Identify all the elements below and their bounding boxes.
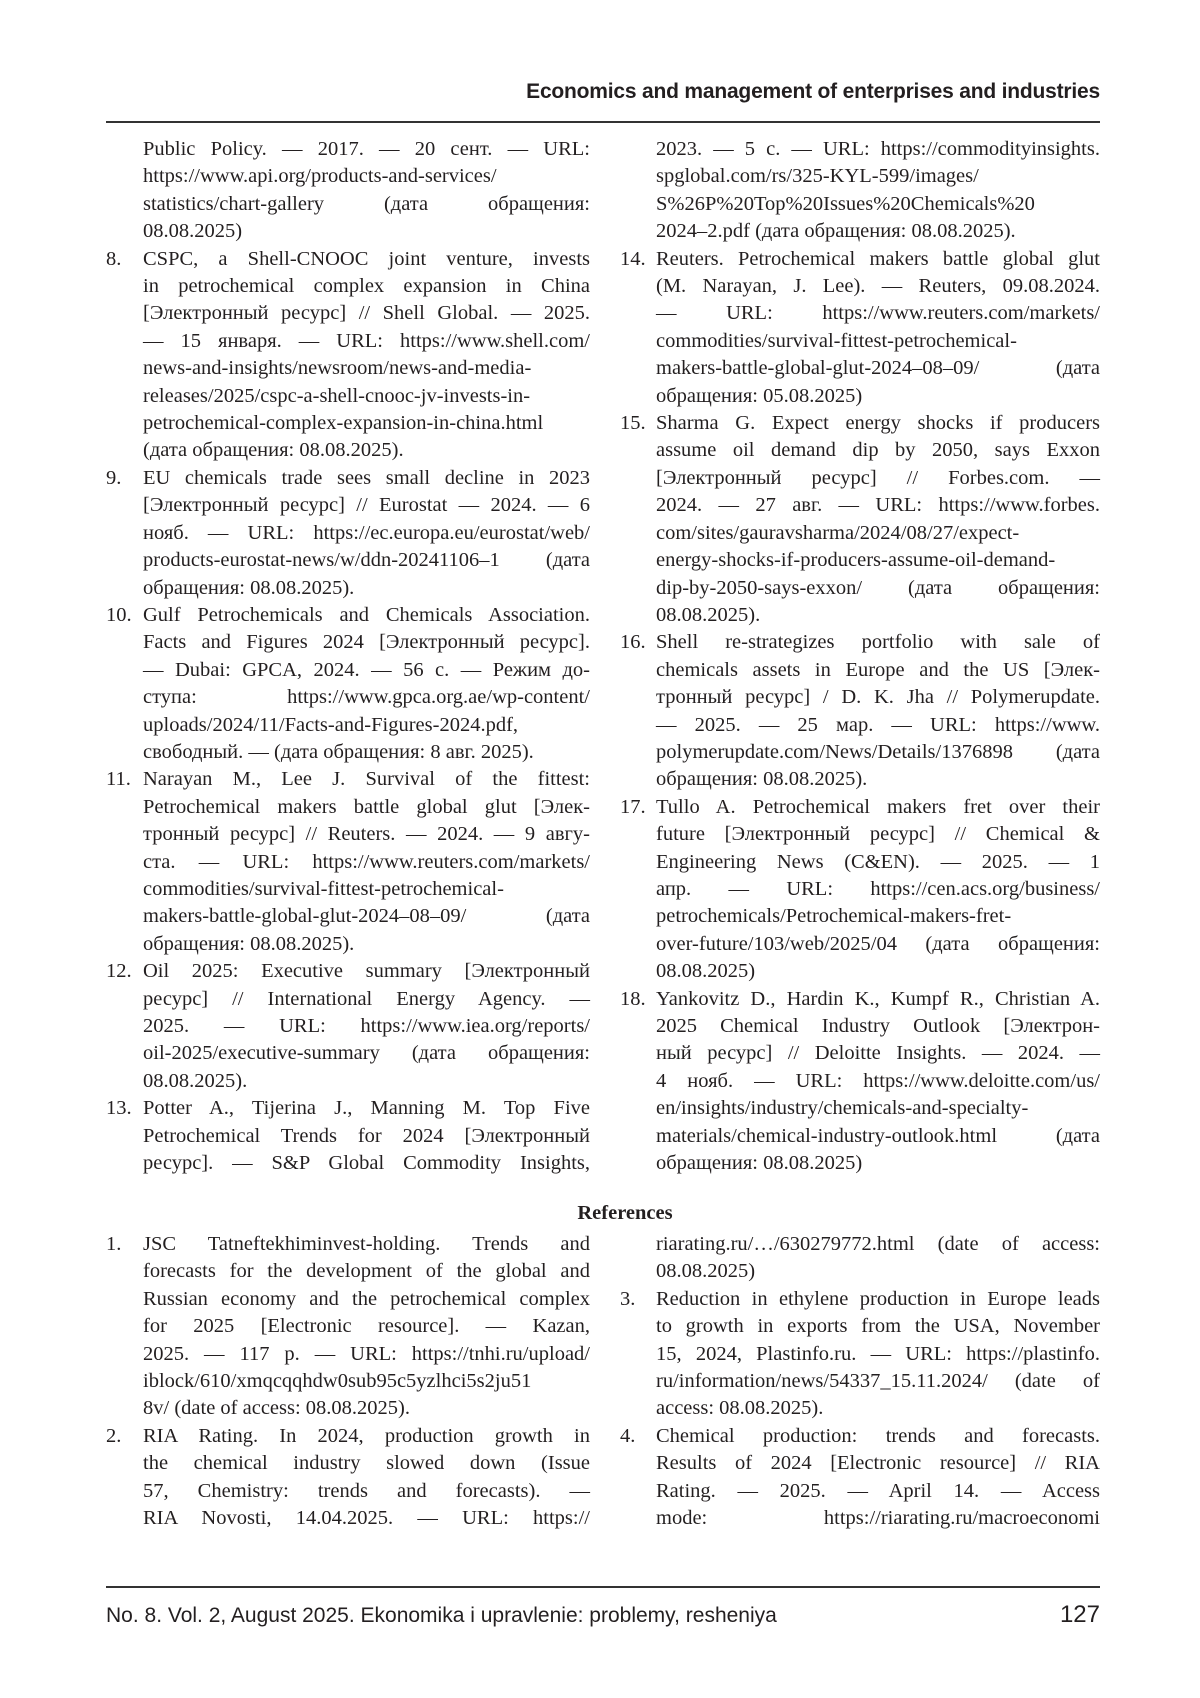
reference-number: 10. xyxy=(106,602,143,766)
reference-line: Gulf Petrochemicals and Chemicals Association. xyxy=(143,602,590,629)
reference-line: com/sites/gauravsharma/2024/08/27/expect- xyxy=(656,520,1100,547)
reference-line: Results of 2024 [Electronic resource] // RIA xyxy=(656,1450,1100,1477)
reference-line: свободный. — (дата обращения: 8 авг. 2025). xyxy=(143,739,590,766)
reference-number: 11. xyxy=(106,766,143,958)
reference-entry xyxy=(106,1423,590,1533)
reference-line: riarating.ru/…/630279772.html (date of access: xyxy=(656,1231,1100,1258)
reference-line: https://www.api.org/products-and-services/ xyxy=(143,163,590,190)
reference-entry xyxy=(106,1095,590,1177)
reference-line: нояб. — URL: https://ec.europa.eu/eurostat/web/ xyxy=(143,520,590,547)
reference-line: 4 нояб. — URL: https://www.deloitte.com/us/ xyxy=(656,1068,1100,1095)
reference-line: forecasts for the development of the global and xyxy=(143,1258,590,1285)
reference-line: Public Policy. — 2017. — 20 сент. — URL: xyxy=(143,136,590,163)
reference-line: to growth in exports from the USA, November xyxy=(656,1313,1100,1340)
reference-line: over-future/103/web/2025/04 (дата обращения: xyxy=(656,931,1100,958)
reference-line: ресурс] // International Energy Agency. — xyxy=(143,986,590,1013)
reference-line: Russian economy and the petrochemical complex xyxy=(143,1286,590,1313)
reference-line: Sharma G. Expect energy shocks if producers xyxy=(656,410,1100,437)
reference-line: 57, Chemistry: trends and forecasts). — xyxy=(143,1478,590,1505)
reference-line: chemicals assets in Europe and the US [Элек- xyxy=(656,657,1100,684)
reference-line: oil-2025/executive-summary (дата обращения: xyxy=(143,1040,590,1067)
reference-line: ступа: https://www.gpca.org.ae/wp-content/ xyxy=(143,684,590,711)
reference-line: iblock/610/xmqcqqhdw0sub95c5yzlhci5s2ju51 xyxy=(143,1368,590,1395)
references-heading: References xyxy=(525,1202,725,1225)
reference-line: ru/information/news/54337_15.11.2024/ (date of xyxy=(656,1368,1100,1395)
reference-line: — URL: https://www.reuters.com/markets/ xyxy=(656,300,1100,327)
reference-entry xyxy=(106,766,590,958)
reference-line: (дата обращения: 08.08.2025). xyxy=(143,437,590,464)
reference-line: обращения: 08.08.2025). xyxy=(143,931,590,958)
reference-line: 2024–2.pdf (дата обращения: 08.08.2025). xyxy=(656,218,1100,245)
reference-entry xyxy=(620,794,1100,986)
reference-line: Petrochemical Trends for 2024 [Электронный xyxy=(143,1123,590,1150)
reference-line: Petrochemical makers battle global glut [Элек- xyxy=(143,794,590,821)
page-number: 127 xyxy=(1060,1601,1100,1629)
reference-line: RIA Novosti, 14.04.2025. — URL: https:// xyxy=(143,1505,590,1532)
reference-line: dip-by-2050-says-exxon/ (дата обращения: xyxy=(656,575,1100,602)
reference-line: 8v/ (date of access: 08.08.2025). xyxy=(143,1395,590,1422)
reference-entry xyxy=(106,136,590,246)
reference-number: 3. xyxy=(620,1286,656,1423)
reference-entry xyxy=(620,1231,1100,1286)
footer-rule xyxy=(106,1586,1100,1588)
reference-line: 2023. — 5 с. — URL: https://commodityinsights. xyxy=(656,136,1100,163)
reference-line: — Dubai: GPCA, 2024. — 56 с. — Режим до- xyxy=(143,657,590,684)
reference-line: 15, 2024, Plastinfo.ru. — URL: https://plastinfo. xyxy=(656,1341,1100,1368)
reference-line: [Электронный ресурс] // Eurostat — 2024. — 6 xyxy=(143,492,590,519)
reference-line: 08.08.2025). xyxy=(656,602,1100,629)
reference-line: makers-battle-global-glut-2024–08–09/ (дата xyxy=(656,355,1100,382)
reference-line: Chemical production: trends and forecasts. xyxy=(656,1423,1100,1450)
reference-line: 2025 Chemical Industry Outlook [Электрон- xyxy=(656,1013,1100,1040)
reference-line: Yankovitz D., Hardin K., Kumpf R., Christian A. xyxy=(656,986,1100,1013)
reference-line: — 2025. — 25 мар. — URL: https://www. xyxy=(656,712,1100,739)
reference-line: 08.08.2025) xyxy=(656,958,1100,985)
reference-line: Potter A., Tijerina J., Manning M. Top Five xyxy=(143,1095,590,1122)
reference-line: releases/2025/cspc-a-shell-cnooc-jv-invests-in- xyxy=(143,383,590,410)
reference-line: polymerupdate.com/News/Details/1376898 (дата xyxy=(656,739,1100,766)
bibliography-column-right xyxy=(620,136,1100,1177)
header-rule xyxy=(106,121,1100,123)
reference-line: en/insights/industry/chemicals-and-specialty- xyxy=(656,1095,1100,1122)
reference-line: future [Электронный ресурс] // Chemical & xyxy=(656,821,1100,848)
reference-line: news-and-insights/newsroom/news-and-media- xyxy=(143,355,590,382)
reference-line: 08.08.2025) xyxy=(143,218,590,245)
reference-line: Facts and Figures 2024 [Электронный ресурс]. xyxy=(143,629,590,656)
reference-line: S%26P%20Top%20Issues%20Chemicals%20 xyxy=(656,191,1100,218)
reference-entry xyxy=(620,136,1100,246)
reference-line: Reuters. Petrochemical makers battle global glut xyxy=(656,246,1100,273)
reference-line: RIA Rating. In 2024, production growth in xyxy=(143,1423,590,1450)
reference-line: petrochemical-complex-expansion-in-china.html xyxy=(143,410,590,437)
reference-number: 15. xyxy=(620,410,656,629)
reference-line: JSC Tatneftekhiminvest-holding. Trends and xyxy=(143,1231,590,1258)
reference-number: 9. xyxy=(106,465,143,602)
reference-number: 18. xyxy=(620,986,656,1178)
reference-line: petrochemicals/Petrochemical-makers-fret- xyxy=(656,903,1100,930)
reference-number: 2. xyxy=(106,1423,143,1533)
reference-line: тронный ресурс] // Reuters. — 2024. — 9 авгу- xyxy=(143,821,590,848)
reference-entry xyxy=(620,629,1100,793)
reference-line: CSPC, a Shell-CNOOC joint venture, invests xyxy=(143,246,590,273)
reference-line: materials/chemical-industry-outlook.html (дата xyxy=(656,1123,1100,1150)
reference-line: Oil 2025: Executive summary [Электронный xyxy=(143,958,590,985)
reference-line: Rating. — 2025. — April 14. — Access xyxy=(656,1478,1100,1505)
reference-line: statistics/chart-gallery (дата обращения: xyxy=(143,191,590,218)
reference-line: commodities/survival-fittest-petrochemical- xyxy=(143,876,590,903)
running-title: Economics and management of enterprises and industries xyxy=(526,80,1100,104)
reference-number: 1. xyxy=(106,1231,143,1423)
reference-line: Shell re-strategizes portfolio with sale of xyxy=(656,629,1100,656)
reference-line: Tullo A. Petrochemical makers fret over their xyxy=(656,794,1100,821)
reference-entry xyxy=(106,958,590,1095)
reference-line: обращения: 05.08.2025) xyxy=(656,383,1100,410)
reference-number: 4. xyxy=(620,1423,656,1533)
reference-line: access: 08.08.2025). xyxy=(656,1395,1100,1422)
journal-footer: No. 8. Vol. 2, August 2025. Ekonomika i upravlenie: problemy, resheniya xyxy=(106,1604,777,1628)
reference-line: (M. Narayan, J. Lee). — Reuters, 09.08.2024. xyxy=(656,273,1100,300)
reference-line: in petrochemical complex expansion in China xyxy=(143,273,590,300)
reference-line: 2025. — 117 p. — URL: https://tnhi.ru/upload/ xyxy=(143,1341,590,1368)
reference-entry xyxy=(620,246,1100,410)
reference-number xyxy=(106,136,143,246)
reference-line: обращения: 08.08.2025). xyxy=(143,575,590,602)
reference-line: апр. — URL: https://cen.acs.org/business/ xyxy=(656,876,1100,903)
reference-line: commodities/survival-fittest-petrochemical- xyxy=(656,328,1100,355)
reference-number: 12. xyxy=(106,958,143,1095)
reference-line: 08.08.2025). xyxy=(143,1068,590,1095)
reference-line: ный ресурс] // Deloitte Insights. — 2024. — xyxy=(656,1040,1100,1067)
reference-number: 13. xyxy=(106,1095,143,1177)
reference-line: assume oil demand dip by 2050, says Exxon xyxy=(656,437,1100,464)
reference-line: mode: https://riarating.ru/macroeconomi xyxy=(656,1505,1100,1532)
reference-number: 8. xyxy=(106,246,143,465)
reference-entry xyxy=(620,986,1100,1178)
reference-line: spglobal.com/rs/325-KYL-599/images/ xyxy=(656,163,1100,190)
reference-entry xyxy=(106,465,590,602)
reference-line: 2025. — URL: https://www.iea.org/reports/ xyxy=(143,1013,590,1040)
reference-line: Reduction in ethylene production in Europe leads xyxy=(656,1286,1100,1313)
reference-line: — 15 января. — URL: https://www.shell.com/ xyxy=(143,328,590,355)
reference-line: for 2025 [Electronic resource]. — Kazan, xyxy=(143,1313,590,1340)
reference-number: 17. xyxy=(620,794,656,986)
reference-line: Narayan M., Lee J. Survival of the fittest: xyxy=(143,766,590,793)
reference-line: 2024. — 27 авг. — URL: https://www.forbes. xyxy=(656,492,1100,519)
reference-line: тронный ресурс] / D. K. Jha // Polymerupdate. xyxy=(656,684,1100,711)
reference-entry xyxy=(106,602,590,766)
reference-line: [Электронный ресурс] // Forbes.com. — xyxy=(656,465,1100,492)
reference-entry xyxy=(620,410,1100,629)
reference-entry xyxy=(106,1231,590,1423)
reference-line: ресурс]. — S&P Global Commodity Insights, xyxy=(143,1150,590,1177)
reference-line: energy-shocks-if-producers-assume-oil-demand- xyxy=(656,547,1100,574)
reference-line: обращения: 08.08.2025). xyxy=(656,766,1100,793)
reference-number: 16. xyxy=(620,629,656,793)
references-column-right xyxy=(620,1231,1100,1532)
reference-entry xyxy=(620,1423,1100,1533)
reference-number: 14. xyxy=(620,246,656,410)
reference-line: [Электронный ресурс] // Shell Global. — 2025. xyxy=(143,300,590,327)
reference-line: Engineering News (C&EN). — 2025. — 1 xyxy=(656,849,1100,876)
reference-entry xyxy=(620,1286,1100,1423)
reference-number xyxy=(620,1231,656,1286)
reference-line: 08.08.2025) xyxy=(656,1258,1100,1285)
reference-entry xyxy=(106,246,590,465)
references-column-left xyxy=(106,1231,590,1532)
reference-line: ста. — URL: https://www.reuters.com/markets/ xyxy=(143,849,590,876)
reference-line: makers-battle-global-glut-2024–08–09/ (дата xyxy=(143,903,590,930)
reference-line: uploads/2024/11/Facts-and-Figures-2024.pdf, xyxy=(143,712,590,739)
reference-line: products-eurostat-news/w/ddn-20241106–1 (дата xyxy=(143,547,590,574)
bibliography-column-left xyxy=(106,136,590,1177)
reference-line: EU chemicals trade sees small decline in 2023 xyxy=(143,465,590,492)
reference-line: the chemical industry slowed down (Issue xyxy=(143,1450,590,1477)
reference-number xyxy=(620,136,656,246)
reference-line: обращения: 08.08.2025) xyxy=(656,1150,1100,1177)
